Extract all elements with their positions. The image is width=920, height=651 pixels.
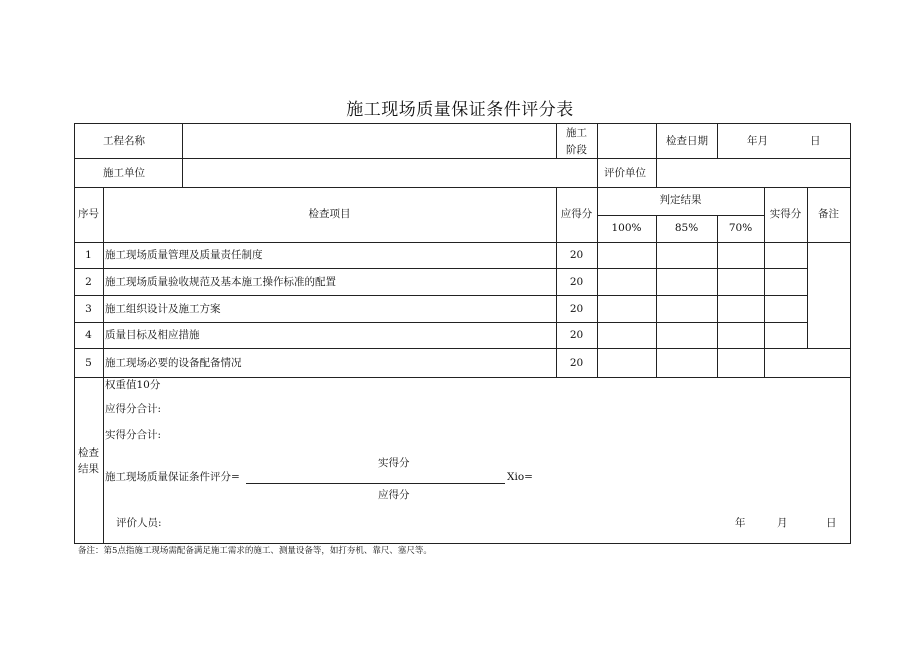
col-actual-header: 实得分 [769, 208, 802, 220]
actual-score-total: 实得分合计: [105, 429, 162, 441]
row-5-item: 施工现场必要的设备配备情况 [105, 357, 242, 369]
row-2-no: 2 [85, 276, 92, 288]
col-judgement-header: 判定结果 [659, 194, 702, 206]
row-2-item: 施工现场质量验收规范及基本施工操作标准的配置 [105, 276, 336, 288]
row-1-score: 20 [569, 249, 584, 261]
fraction-denominator: 应得分 [378, 489, 410, 501]
row-4-no: 4 [85, 329, 92, 341]
col-due-score-header: 应得分 [560, 208, 593, 220]
row-4-score: 20 [569, 329, 584, 341]
eval-day: 日 [826, 517, 837, 529]
check-date-label: 检查日期 [666, 135, 708, 147]
col-seq-header: 序号 [78, 208, 99, 220]
formula-prefix: 施工现场质量保证条件评分= [105, 471, 240, 483]
row-2-score: 20 [569, 276, 584, 288]
due-score-total: 应得分合计: [105, 403, 162, 415]
col-pct100-header: 100% [611, 222, 642, 234]
row-4-item: 质量目标及相应措施 [105, 329, 200, 341]
row-5-no: 5 [85, 357, 92, 369]
footnote: 备注：第5点指施工现场需配备满足施工需求的施工、测量设备等，如打夯机、靠尺、塞尺等。 [78, 546, 432, 556]
construction-unit-label: 施工单位 [103, 167, 145, 179]
stage-label-line2: 阶段 [566, 144, 587, 156]
eval-month: 月 [777, 517, 788, 529]
row-1-no: 1 [85, 249, 92, 261]
stage-label-line1: 施工 [566, 127, 587, 139]
form-title: 施工现场质量保证条件评分表 [346, 100, 574, 120]
date-day: 日 [810, 135, 821, 147]
row-3-no: 3 [85, 303, 92, 315]
col-pct70-header: 70% [728, 222, 753, 234]
row-5-score: 20 [569, 357, 584, 369]
weight-value: 权重值10分 [105, 379, 161, 391]
row-1-item: 施工现场质量管理及质量责任制度 [105, 249, 263, 261]
result-label-line1: 检查 [78, 447, 99, 459]
formula-suffix: Xio= [507, 471, 533, 483]
col-remark-header: 备注 [818, 208, 839, 220]
evaluation-unit-label: 评价单位 [604, 167, 646, 179]
fraction-numerator: 实得分 [378, 457, 410, 469]
row-3-score: 20 [569, 303, 584, 315]
result-label-line2: 结果 [78, 463, 99, 475]
evaluator-label: 评价人员: [116, 517, 162, 529]
col-item-header: 检查项目 [308, 208, 351, 220]
eval-year: 年 [735, 517, 746, 529]
col-pct85-header: 85% [674, 222, 699, 234]
project-name-label: 工程名称 [103, 135, 145, 147]
date-year-month: 年月 [747, 135, 768, 147]
row-3-item: 施工组织设计及施工方案 [105, 303, 221, 315]
